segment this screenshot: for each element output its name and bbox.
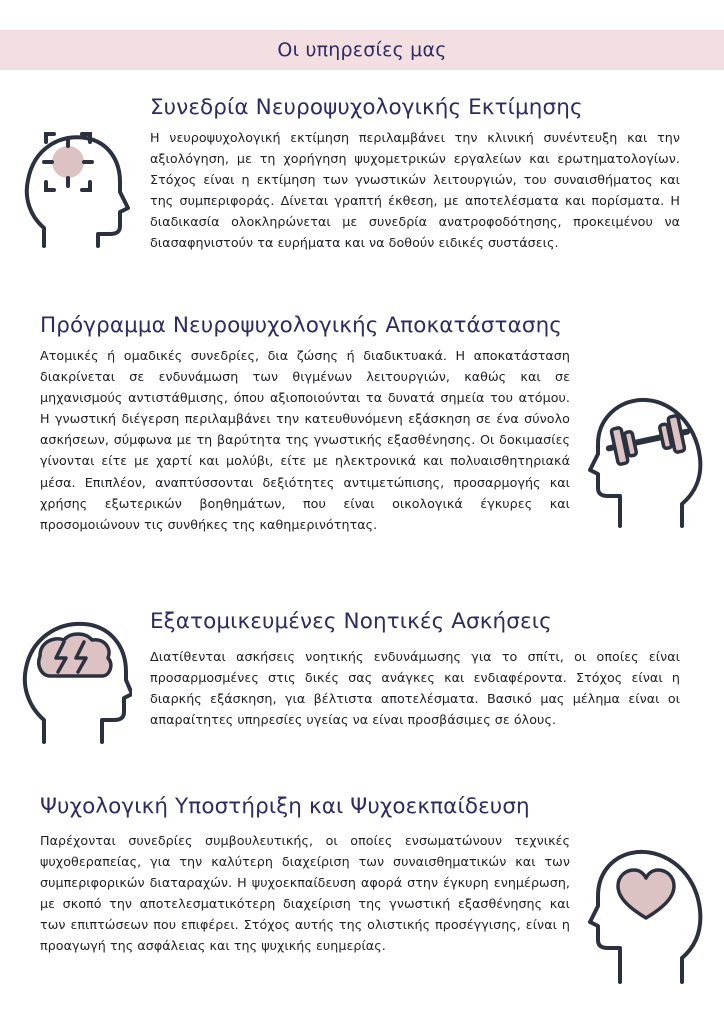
head-dumbbell-icon [586, 380, 706, 530]
section-title-rehabilitation: Πρόγραμμα Νευροψυχολογικής Αποκατάστασης [40, 313, 563, 338]
services-banner [0, 30, 724, 70]
section-text-assessment: Η νευροψυχολογική εκτίμηση περιλαμβάνει την κλινική συνέντευξη και την αξιολόγηση, με τη χορήγηση ψυχομετρικών εργαλείων και ερωτηματολογίων. Στόχος είναι η εκτίμηση των γνωστικών λειτουργιών, του συναισθήματος και της συμπεριφοράς. Δίνεται γραπτή έκθεση, με αποτελέσματα και πορίσματα. Η διαδικασία ολοκληρώνεται με συνεδρία ανατροφοδότησης, προκειμένου να διασαφηνιστούν τα ευρήματα και να δοθούν ειδικές συστάσεις. [150, 130, 680, 251]
section-title-exercises: Εξατομικευμένες Νοητικές Ασκήσεις [150, 609, 552, 634]
section-text-rehabilitation: Ατομικές ή ομαδικές συνεδρίες, δια ζώσης ή διαδικτυακά. Η αποκατάσταση διακρίνεται σε ενδυνάμωση των θιγμένων λειτουργιών, καθώς και σε μηχανισμούς αντιστάθμισης, όπου αξιοποιούνται τα δυνατά σημεία του ατόμου. Η γνωστική διέγερση περιλαμβάνει την κατευθυνόμενη εξάσκηση σε ένα σύνολο ασκήσεων, σύμφωνα με τη βαρύτητα της γνωστικής εξασθένησης. Οι δοκιμασίες γίνονται είτε με χαρτί και μολύβι, είτε με ηλεκτρονικά και πολυαισθητηριακά μέσα. Επιπλέον, αναπτύσσονται δεξιότητες αντιμετώπισης, προσαρμογής και χρήσης εξωτερικών βοηθημάτων, που είναι οικολογικά έγκυρες και προσομοιώνουν τις συνθήκες της καθημερινότητας. [40, 348, 570, 532]
section-title-assessment: Συνεδρία Νευροψυχολογικής Εκτίμησης [150, 95, 583, 120]
page-title: Οι υπηρεσίες μας [277, 39, 447, 61]
section-text-exercises: Διατίθενται ασκήσεις νοητικής ενδυνάμωσης για το σπίτι, οι οποίες είναι προσαρμοσμένες στις δικές σας ανάγκες και ενδιαφέροντα. Στόχος είναι η διαρκής εξάσκηση, για βέλτιστα αποτελέσματα. Βασικό μας μέλημα είναι οι απαραίτητες υπηρεσίες υγείας να είναι προσβάσιμες σε όλους. [150, 649, 680, 728]
head-heart-icon [586, 826, 706, 986]
section-text-support: Παρέχονται συνεδρίες συμβουλευτικής, οι οποίες ενσωματώνουν τεχνικές ψυχοθεραπείας, για την καλύτερη διαχείριση των συναισθηματικών και των συμπεριφορικών διαταραχών. Η ψυχοεκπαίδευση αφορά στην έγκυρη ενημέρωση, με σκοπό την αποτελεσματικότερη διαχείριση της γνωστική εξασθένησης και των επιπτώσεων που επιφέρει. Στόχος αυτής της ολιστικής προσέγγισης, είναι η προαγωγή της ασφάλειας και της ψυχικής ευημερίας. [40, 833, 570, 954]
head-target-icon [20, 128, 130, 260]
head-brain-lightning-icon [20, 616, 132, 746]
section-title-support: Ψυχολογική Υποστήριξη και Ψυχοεκπαίδευση [40, 794, 530, 819]
